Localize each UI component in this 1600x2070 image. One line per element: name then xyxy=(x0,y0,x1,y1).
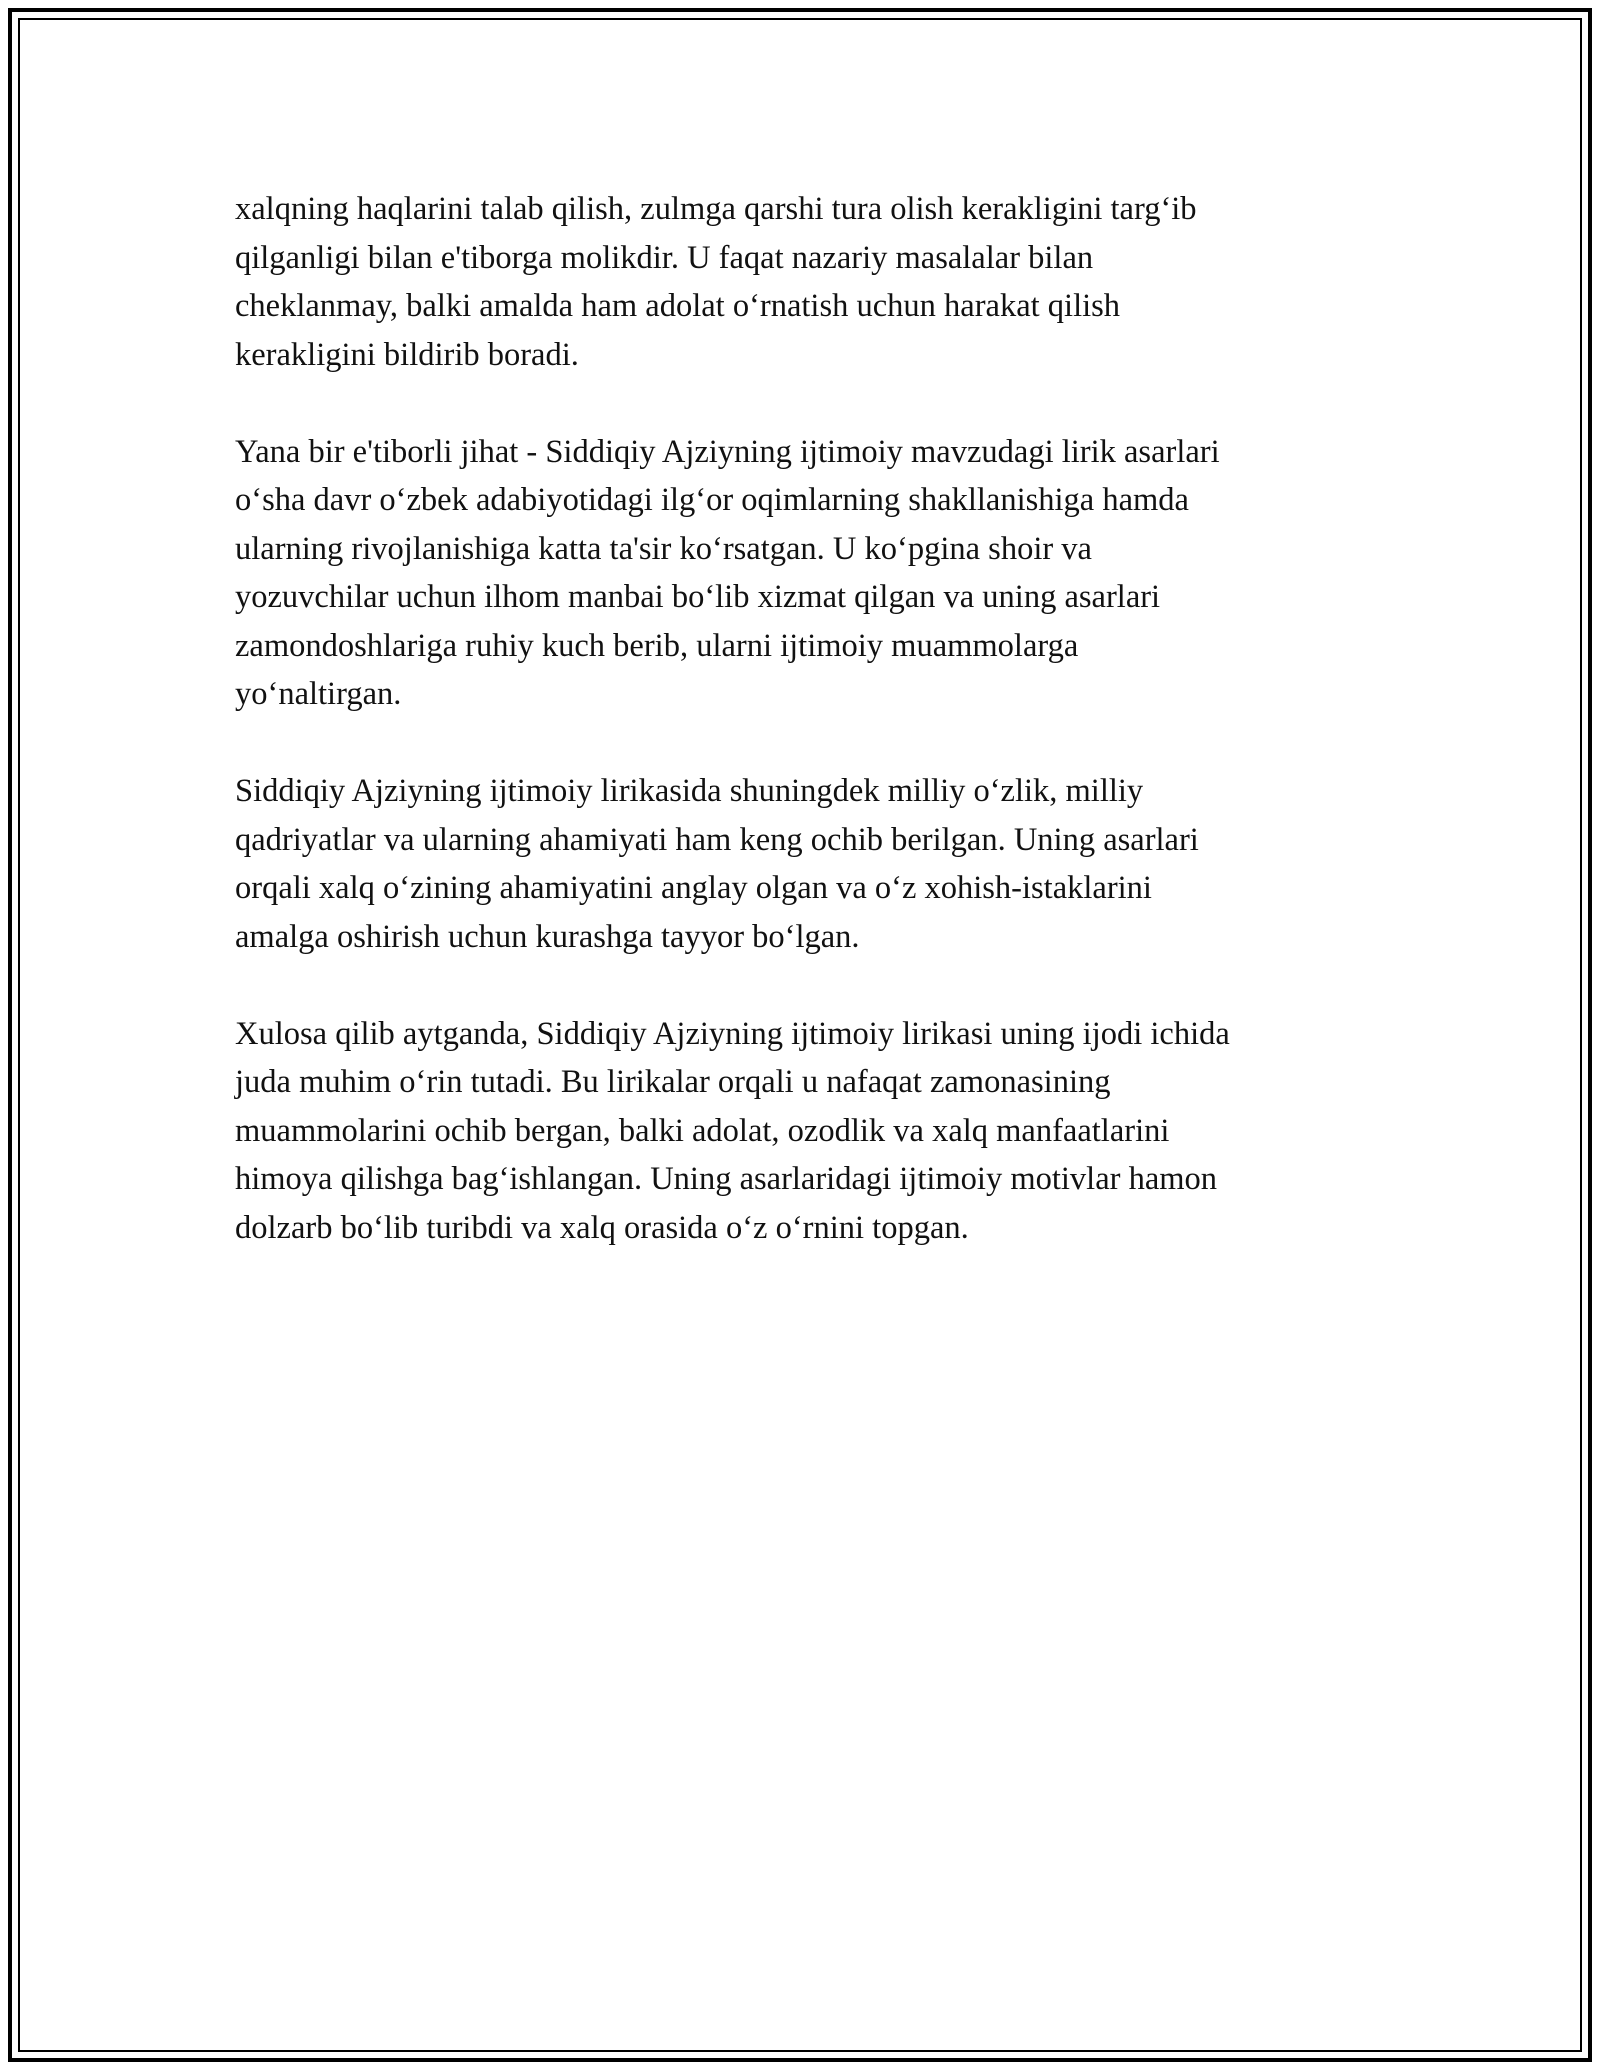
text-line: kerakligini bildirib boradi. xyxy=(235,336,579,373)
text-line: Yana bir e'tiborli jihat - Siddiqiy Ajziyning ijtimoiy mavzudagi lirik asarlari xyxy=(235,433,1220,470)
text-line: muammolarini ochib bergan, balki adolat, ozodlik va xalq manfaatlarini xyxy=(235,1112,1170,1149)
text-line: zamondoshlariga ruhiy kuch berib, ularni ijtimoiy muammolarga xyxy=(235,627,1079,664)
paragraph-3 xyxy=(235,767,1385,961)
text-line: Xulosa qilib aytganda, Siddiqiy Ajziyning ijtimoiy lirikasi uning ijodi ichida xyxy=(235,1015,1230,1052)
paragraph-4 xyxy=(235,1010,1385,1253)
text-line: amalga oshirish uchun kurashga tayyor bo‘lgan. xyxy=(235,918,860,955)
text-line: orqali xalq o‘zining ahamiyatini anglay olgan va o‘z xohish-istaklarini xyxy=(235,870,1152,906)
document-body xyxy=(235,185,1385,1301)
text-line: yozuvchilar uchun ilhom manbai bo‘lib xizmat qilgan va uning asarlari xyxy=(235,579,1161,615)
text-line: ularning rivojlanishiga katta ta'sir ko‘rsatgan. U ko‘pgina shoir va xyxy=(235,530,1092,567)
text-line: qilganligi bilan e'tiborga molikdir. U faqat nazariy masalalar bilan xyxy=(235,239,1094,276)
paragraph-1 xyxy=(235,185,1385,379)
text-line: dolzarb bo‘lib turibdi va xalq orasida o‘z o‘rnini topgan. xyxy=(235,1209,969,1246)
text-line: xalqning haqlarini talab qilish, zulmga qarshi tura olish kerakligini targ‘ib xyxy=(235,191,1197,227)
text-line: o‘sha davr o‘zbek adabiyotidagi ilg‘or oqimlarning shakllanishiga hamda xyxy=(235,482,1189,518)
text-line: cheklanmay, balki amalda ham adolat o‘rnatish uchun harakat qilish xyxy=(235,288,1121,324)
text-line: juda muhim o‘rin tutadi. Bu lirikalar orqali u nafaqat zamonasining xyxy=(235,1064,1111,1100)
text-line: himoya qilishga bag‘ishlangan. Uning asarlaridagi ijtimoiy motivlar hamon xyxy=(235,1161,1218,1197)
text-line: qadriyatlar va ularning ahamiyati ham keng ochib berilgan. Uning asarlari xyxy=(235,821,1199,858)
text-line: Siddiqiy Ajziyning ijtimoiy lirikasida shuningdek milliy o‘zlik, milliy xyxy=(235,773,1144,809)
text-line: yo‘naltirgan. xyxy=(235,676,402,712)
paragraph-2 xyxy=(235,428,1385,719)
